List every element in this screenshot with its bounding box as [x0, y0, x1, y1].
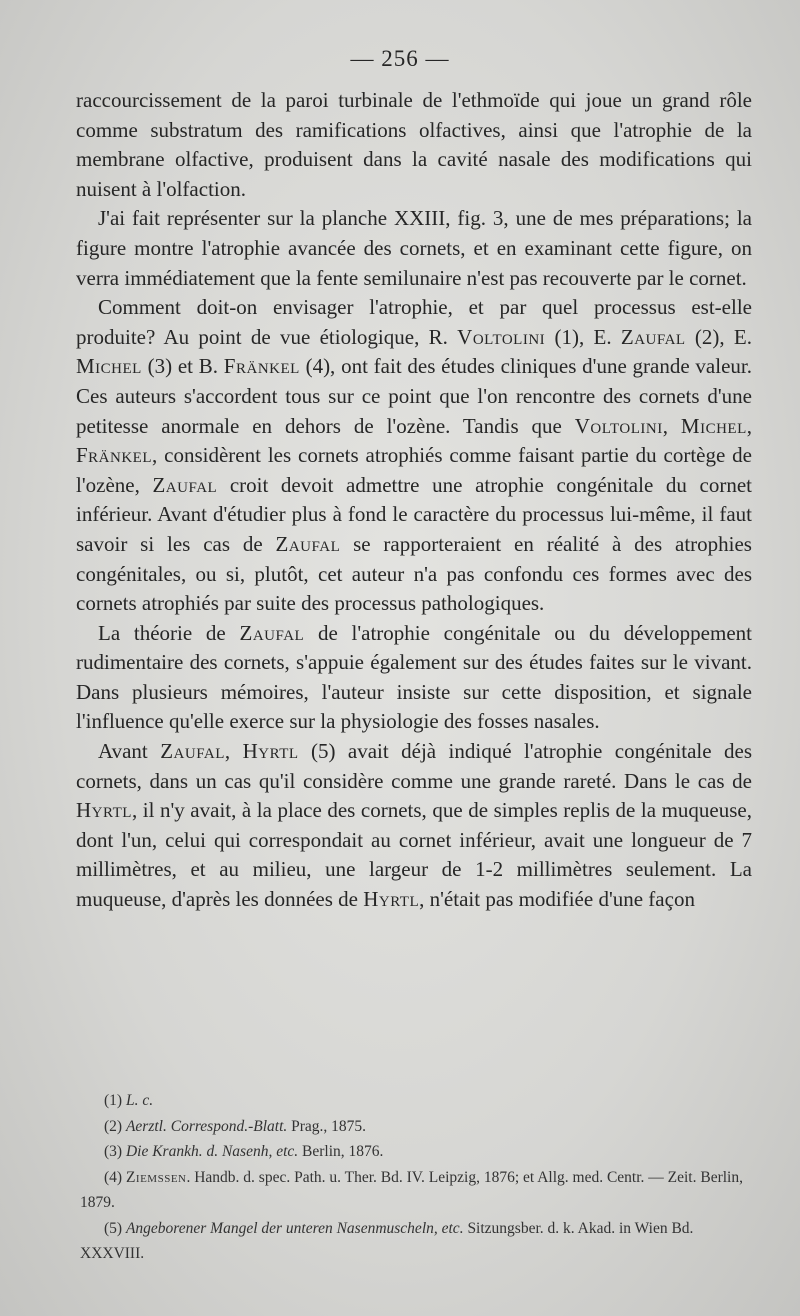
- citation-title: Angeborener Mangel der unteren Nasenmuscheln, etc.: [125, 1219, 464, 1237]
- page-number: — 256 —: [350, 46, 450, 71]
- text-run: Prag., 1875.: [287, 1117, 367, 1135]
- citation-title: L. c.: [125, 1092, 154, 1109]
- author-name: Hyrtl: [76, 798, 132, 823]
- paragraph: [76, 737, 752, 915]
- footnote: [80, 1216, 752, 1267]
- paragraph: [76, 86, 752, 204]
- text-run: Comment doit-on envisager l'atrophie, et par quel processus est-elle produite? Au point de vue étiologique, R.: [76, 295, 752, 349]
- author-name: Michel: [680, 413, 747, 438]
- text-run: Avant: [98, 739, 161, 764]
- text-run: La théorie de: [98, 620, 240, 645]
- text-run: de l'atrophie congénitale ou du développement rudimentaire des cornets, s'appuie également sur des études faites sur le vivant. Dans plusieurs mémoires, l'auteur insiste sur cette disposition, et signale l'influence qu'elle exerce sur la physiologie des fosses nasales.: [76, 620, 752, 734]
- footnote: [80, 1139, 752, 1165]
- text-run: , n'était pas modifiée d'une façon: [419, 887, 695, 912]
- text-run: (1): [104, 1092, 126, 1109]
- text-run: , considèrent les cornets atrophiés comme faisant partie du cortège de l'ozène,: [76, 443, 752, 497]
- paragraph: [76, 204, 752, 293]
- text-run: (2), E.: [685, 324, 752, 349]
- body-text: [76, 86, 752, 915]
- author-name: Fränkel: [223, 354, 300, 379]
- author-name: Zaufal: [239, 620, 305, 645]
- text-run: Berlin, 1876.: [298, 1143, 384, 1160]
- author-name: Zaufal: [152, 472, 218, 497]
- text-run: (3): [104, 1143, 126, 1160]
- author-name: Michel: [76, 354, 142, 379]
- footnote: [80, 1088, 752, 1114]
- author-name: Hyrtl: [363, 887, 420, 912]
- text-run: (5): [104, 1219, 126, 1237]
- text-run: (1), E.: [545, 324, 621, 349]
- text-run: raccourcissement de la paroi turbinale de l'ethmoïde qui joue un grand rôle comme substratum des ramifications olfactives, ainsi que l'atrophie de la membrane olfactive, produisent dans la cavité nasale des modifications qui nuisent à l'olfaction.: [76, 88, 752, 201]
- paragraph: [76, 619, 752, 737]
- text-run: ,: [662, 413, 681, 438]
- citation-title: Die Krankh. d. Nasenh, etc.: [125, 1143, 299, 1160]
- footnote: [80, 1165, 752, 1216]
- text-run: (4): [104, 1168, 126, 1186]
- author-name: Fränkel: [76, 443, 153, 468]
- text-run: croit devoit admettre une atrophie congénitale du cornet inférieur. Avant d'étudier plus à fond le caractère du processus lui-même, il faut savoir si les cas de: [76, 472, 752, 556]
- text-run: (5) avait déjà indiqué l'atrophie congénitale des cornets, dans un cas qu'il considère comme une grande rareté. Dans le cas de: [76, 739, 753, 793]
- text-run: (4), ont fait des études cliniques d'une grande valeur. Ces auteurs s'accordent tous sur ce point que l'on rencontre des cornets d'une petitesse anormale en dehors de l'ozène. Tandis que: [76, 354, 752, 438]
- text-run: . Handb. d. spec. Path. u. Ther. Bd. IV. Leipzig, 1876; et Allg. med. Centr. — Zeit. Berlin, 1879.: [80, 1168, 743, 1211]
- author-name: Voltolini: [457, 324, 546, 349]
- text-run: ,: [746, 413, 752, 438]
- footnotes: [80, 1088, 752, 1267]
- text-run: (3) et B.: [141, 354, 224, 379]
- text-run: (2): [104, 1117, 126, 1135]
- author-name: Ziemssen: [125, 1168, 187, 1186]
- author-name: Zaufal: [275, 531, 341, 556]
- text-run: J'ai fait représenter sur la planche XXIII, fig. 3, une de mes préparations; la figure montre l'atrophie avancée des cornets, et en examinant cette figure, on verra immédiatement que la fente semilunaire n'est pas recouverte par le cornet.: [76, 206, 752, 290]
- text-run: ,: [224, 739, 243, 764]
- paragraph: [76, 293, 752, 619]
- footnote: [80, 1114, 752, 1140]
- author-name: Hyrtl: [242, 739, 299, 764]
- author-name: Zaufal: [620, 324, 686, 349]
- author-name: Zaufal: [160, 739, 225, 764]
- text-run: Sitzungsber. d. k. Akad. in Wien Bd. XXXVIII.: [80, 1219, 694, 1262]
- text-run: se rapporteraient en réalité à des atrophies congénitales, ou si, plutôt, cet auteur n'a pas confondu ces formes avec des cornets atrophiés par suite des processus pathologiques.: [76, 531, 752, 616]
- author-name: Voltolini: [574, 413, 663, 438]
- citation-title: Aerztl. Correspond.-Blatt.: [125, 1117, 288, 1135]
- text-run: , il n'y avait, à la place des cornets, que de simples replis de la muqueuse, dont l'un, celui qui correspondait au cornet inférieur, avait une longueur de 7 millimètres, et au milieu, une largeur de 1-2 millimètres seulement. La muqueuse, d'après les données de: [76, 798, 752, 912]
